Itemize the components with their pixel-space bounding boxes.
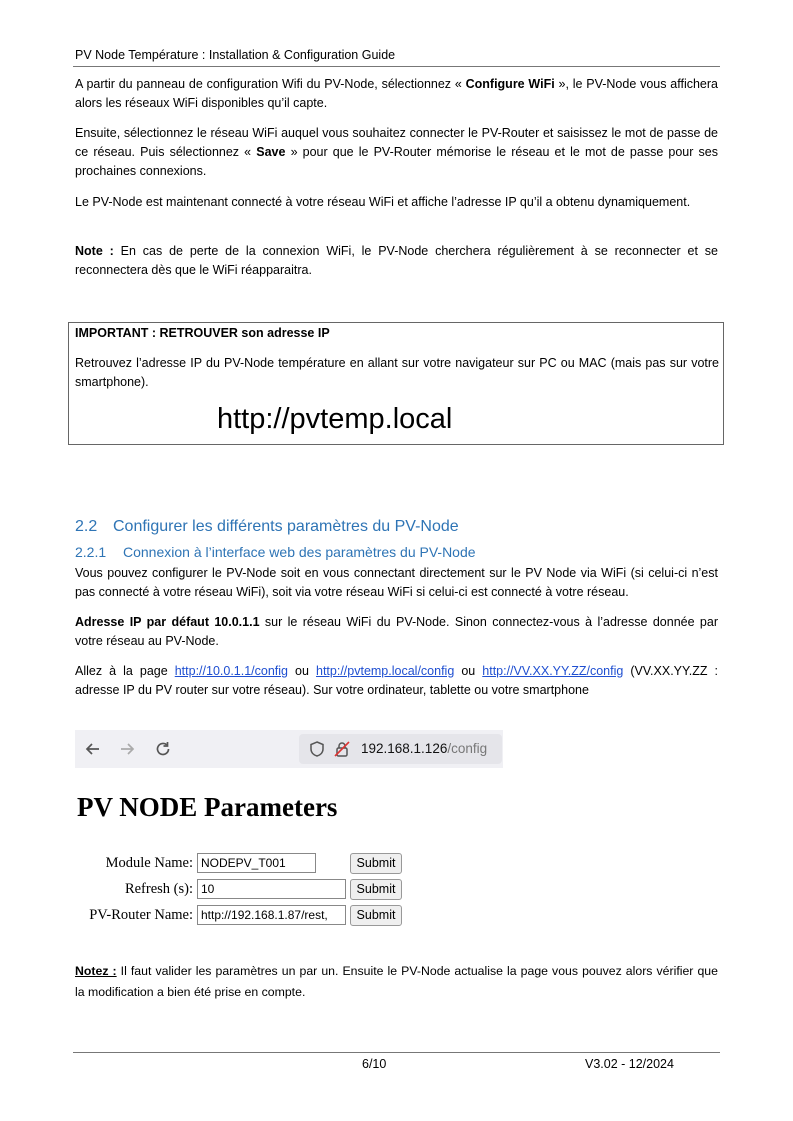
paragraph-notez <box>75 961 718 1003</box>
address-bar[interactable] <box>299 734 502 764</box>
module-name-label: Module Name: <box>105 855 193 871</box>
text: sur le réseau WiFi du PV-Node. Sinon connectez-vous à l’adresse donnée par votre réseau au PV-Node. <box>75 615 718 648</box>
shield-icon[interactable] <box>307 739 327 759</box>
paragraph-select-network <box>75 124 718 181</box>
browser-toolbar <box>75 730 503 768</box>
paragraph-config-links <box>75 662 718 700</box>
notez-label: Notez : <box>75 964 117 978</box>
pv-router-name-label: PV-Router Name: <box>89 907 193 923</box>
text: (VV.XX.YY.ZZ : adresse IP du PV router sur votre réseau). Sur votre ordinateur, tablette ou votre smartphone <box>75 664 718 697</box>
address-bar-url <box>361 741 487 756</box>
important-text: Retrouvez l’adresse IP du PV-Node température en allant sur votre navigateur sur PC ou MAC (mais pas sur votre smartphone). <box>75 356 719 389</box>
text: ou <box>454 664 483 678</box>
section-heading-2-2-1 <box>75 544 476 560</box>
paragraph-note <box>75 242 718 280</box>
paragraph-default-ip <box>75 613 718 651</box>
forward-arrow-icon[interactable] <box>117 739 137 759</box>
pv-router-name-submit-button[interactable]: Submit <box>350 905 402 926</box>
footer-divider <box>73 1052 720 1053</box>
section-heading-2-2 <box>75 518 459 536</box>
module-name-submit-button[interactable]: Submit <box>350 853 402 874</box>
text: » pour que le PV-Router mémorise le réseau et le mot de passe pour ses prochaines connexions. <box>75 145 718 178</box>
text: Ensuite, sélectionnez le réseau WiFi auquel vous souhaitez connecter le PV-Router et saisissez le mot de passe de ce réseau. Puis sélectionnez « <box>75 126 718 159</box>
link-10-0-1-1-config[interactable]: http://10.0.1.1/config <box>174 664 289 678</box>
important-title: IMPORTANT : RETROUVER son adresse IP <box>75 326 330 340</box>
heading-number: 2.2.1 <box>75 544 107 560</box>
config-page-title: PV NODE Parameters <box>77 792 338 822</box>
heading-text: Connexion à l’interface web des paramètres du PV-Node <box>123 544 476 560</box>
refresh-input[interactable]: 10 <box>197 879 346 899</box>
text: Il faut valider les paramètres un par un. Ensuite le PV-Node actualise la page vous pouvez alors vérifier que la modification a bien été prise en compte. <box>75 964 718 999</box>
header-title: PV Node Température : Installation & Configuration Guide <box>75 48 396 62</box>
text: A partir du panneau de configuration Wifi du PV-Node, sélectionnez « <box>75 77 466 91</box>
refresh-submit-button[interactable]: Submit <box>350 879 402 900</box>
important-url: http://pvtemp.local <box>217 403 453 435</box>
text-bold: Adresse IP par défaut 10.0.1.1 <box>75 615 260 629</box>
page-number: 6/10 <box>362 1057 387 1071</box>
paragraph-connected: Le PV-Node est maintenant connecté à votre réseau WiFi et affiche l’adresse IP qu’il a obtenu dynamiquement. <box>75 195 691 209</box>
link-pvtemp-local-config[interactable]: http://pvtemp.local/config <box>316 664 455 678</box>
text: En cas de perte de la connexion WiFi, le PV-Node cherchera régulièrement à se reconnecter et se reconnectera dès que le WiFi réapparaitra. <box>75 244 718 277</box>
text-bold: Configure WiFi <box>465 77 555 91</box>
heading-text: Configurer les différents paramètres du PV-Node <box>113 518 459 535</box>
text: Allez à la page <box>75 664 175 678</box>
document-version: V3.02 - 12/2024 <box>585 1057 674 1071</box>
insecure-lock-icon[interactable] <box>332 739 352 759</box>
text-bold: Save <box>256 145 286 159</box>
note-label: Note : <box>75 244 114 258</box>
pv-router-name-input[interactable]: http://192.168.1.87/rest, <box>197 905 346 925</box>
module-name-input[interactable]: NODEPV_T001 <box>197 853 316 873</box>
paragraph-connection-modes: Vous pouvez configurer le PV-Node soit en vous connectant directement sur le PV Node via WiFi (si celui-ci n’est pas connecté à votre réseau WiFi), soit via votre réseau WiFi si celui-ci est connecté à votre réseau. <box>75 566 718 599</box>
browser-screenshot <box>75 730 503 935</box>
url-path: /config <box>447 741 488 756</box>
text: », le PV-Node vous affichera alors les réseaux WiFi disponibles qu’il capte. <box>75 77 718 110</box>
refresh-label: Refresh (s): <box>124 881 193 897</box>
link-generic-ip-config[interactable]: http://VV.XX.YY.ZZ/config <box>482 664 624 678</box>
text: ou <box>288 664 316 678</box>
heading-number: 2.2 <box>75 518 98 535</box>
paragraph-configure-wifi <box>75 75 718 113</box>
reload-icon[interactable] <box>153 739 173 759</box>
back-arrow-icon[interactable] <box>83 739 103 759</box>
url-host: 192.168.1.126 <box>361 741 448 756</box>
important-box <box>68 322 724 445</box>
header-divider <box>73 66 720 67</box>
